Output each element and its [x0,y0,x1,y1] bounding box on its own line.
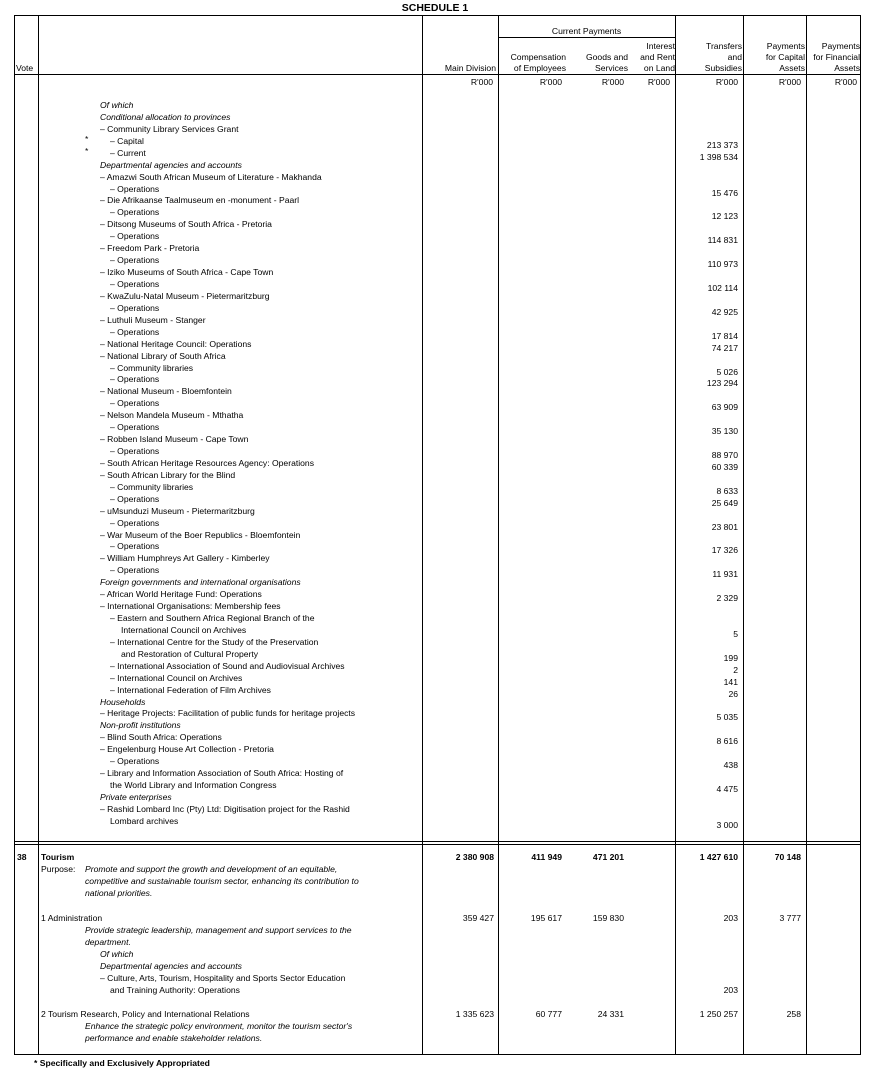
programme-2-main: 1 335 623 [455,1009,494,1019]
row-label: – uMsunduzi Museum - Pietermaritzburg [100,505,255,516]
row-label: – Operations [110,422,160,433]
row-label: – War Museum of the Boer Republics - Bloemfontein [100,529,301,540]
row-label: – National Heritage Council: Operations [100,338,252,349]
row-label: – Freedom Park - Pretoria [100,243,200,254]
row-transfer-amount: 8 633 [716,485,738,496]
row-label: Lombard archives [110,815,179,826]
unit-goods: R'000 [601,77,624,87]
vote-transfers-total: 1 427 610 [699,852,738,862]
row-transfer-amount: 123 294 [706,378,738,389]
row-label: – Heritage Projects: Facilitation of public funds for heritage projects [100,708,356,719]
row-transfer-amount: 141 [723,676,738,687]
header-transfers: Transfers and Subsidies [704,41,742,73]
row-label: – Operations [110,446,160,456]
row-label: – Eastern and Southern Africa Regional Branch of the [110,613,315,623]
purpose-label: Purpose: [41,864,76,874]
programme-1-of-which: Of which [100,949,134,959]
row-transfer-amount: 42 925 [711,306,738,317]
unit-financial: R'000 [834,77,857,87]
footnote: * Specifically and Exclusively Appropriated [34,1058,210,1068]
row-transfer-amount: 8 616 [716,736,738,747]
row-transfer-amount: 26 [728,688,738,699]
programme-2-name: 2 Tourism Research, Policy and International Relations [41,1009,250,1019]
row-transfer-amount: 213 373 [706,139,738,150]
row-label: – Nelson Mandela Museum - Mthatha [100,410,244,421]
row-label: – Operations [110,278,160,289]
vote-separator-line-2 [14,844,861,845]
row-label: – KwaZulu-Natal Museum - Pietermaritzburg [100,290,270,301]
row-transfer-amount: 88 970 [711,450,738,460]
row-label: – Library and Information Association of South Africa: Hosting of [100,768,344,779]
programme-2-goods: 24 331 [597,1009,624,1019]
unit-interest: R'000 [647,77,670,87]
row-transfer-amount: 17 326 [711,545,738,556]
row-label: – Community libraries [110,481,194,492]
row-label: – Ditsong Museums of South Africa - Pretoria [100,219,272,230]
programme-1-cathsseta-amount: 203 [723,985,738,995]
row-label: and Restoration of Cultural Property [121,648,259,659]
col-divider-main [422,15,423,1055]
programme-2-desc-1: Enhance the strategic policy environment, monitor the tourism sector's [85,1021,353,1031]
unit-capital: R'000 [778,77,801,87]
row-label: Households [100,696,146,707]
row-label: – Engelenburg House Art Collection - Pretoria [100,744,274,755]
row-transfer-amount: 110 973 [707,259,738,270]
row-label: Foreign governments and international organisations [100,577,301,588]
row-label: – Operations [110,326,160,337]
row-transfer-amount: 63 909 [711,402,738,413]
row-label: – Operations [110,183,160,194]
row-label: – Operations [110,493,160,504]
row-star-marker: * [85,145,89,156]
programme-1-desc-2: department. [85,937,131,947]
programme-1-cathsseta-ops: and Training Authority: Operations [110,985,240,995]
row-transfer-amount: 199 [723,652,738,663]
vote-main-total: 2 380 908 [455,852,494,862]
row-label: – Community Library Services Grant [100,123,239,134]
row-star-marker: * [85,133,89,144]
header-main-division: Main Division [444,63,496,73]
row-label: – Operations [110,517,160,528]
row-label: – Luthuli Museum - Stanger [100,314,206,325]
row-transfer-amount: 2 329 [716,593,738,604]
programme-2-comp: 60 777 [535,1009,562,1019]
header-interest-rent: Interest and Rent on Land [640,41,675,73]
row-transfer-amount: 5 [733,628,738,639]
row-label: – Current [110,147,146,158]
header-capital-assets: Payments for Capital Assets [765,41,805,73]
row-transfer-amount: 102 114 [707,282,738,293]
row-label: – Rashid Lombard Inc (Pty) Ltd: Digitisation project for the Rashid [100,803,350,814]
row-label: – Community libraries [110,362,194,373]
row-label: – International Centre for the Study of the Preservation [110,636,319,647]
programme-1-capital: 3 777 [779,913,801,923]
row-transfer-amount: 25 649 [711,497,738,508]
row-label: – Robben Island Museum - Cape Town [100,434,249,444]
row-label: – Iziko Museums of South Africa - Cape Town [100,267,274,277]
col-divider-comp [498,15,499,1055]
row-label: – Operations [110,756,160,767]
programme-2-transfers: 1 250 257 [699,1009,738,1019]
row-transfer-amount: 4 475 [716,784,738,794]
row-label: – William Humphreys Art Gallery - Kimberley [100,553,270,564]
row-label: – Capital [110,135,144,146]
row-transfer-amount: 114 831 [707,235,738,246]
row-transfer-amount: 5 026 [716,366,738,377]
row-transfer-amount: 15 476 [711,187,738,198]
programme-1-cathsseta: – Culture, Arts, Tourism, Hospitality and Sports Sector Education [100,973,346,983]
programme-1-name: 1 Administration [41,913,103,923]
programme-1-desc-1: Provide strategic leadership, management and support services to the [85,925,352,935]
col-divider-transfers [743,15,744,1055]
header-goods-services: Goods and Services [585,52,628,73]
vote-separator-line [14,841,861,842]
col-divider-vote [38,15,39,1055]
row-transfer-amount: 35 130 [711,426,738,437]
row-transfer-amount: 74 217 [711,342,738,353]
row-label: the World Library and Information Congress [110,780,277,790]
vote-name: Tourism [41,852,75,862]
row-label: – Blind South Africa: Operations [100,732,222,743]
row-label: – Operations [110,541,160,552]
row-label: – Operations [110,255,160,266]
row-label: – International Federation of Film Archives [110,684,271,695]
row-label: – Operations [110,231,160,242]
vote-comp-total: 411 949 [531,852,562,862]
row-transfer-amount: 2 [733,664,738,675]
row-label: – National Museum - Bloemfontein [100,386,232,397]
row-transfer-amount: 1 398 534 [699,151,738,162]
row-transfer-amount: 438 [723,760,738,771]
purpose-line-3: national priorities. [85,888,153,898]
header-compensation: Compensation of Employees [510,52,566,73]
header-vote: Vote [16,63,34,73]
row-transfer-amount: 5 035 [716,712,738,723]
vote-number: 38 [17,852,27,862]
row-label: – Operations [110,565,160,576]
row-label: – South African Library for the Blind [100,469,236,480]
schedule-title: SCHEDULE 1 [401,2,469,14]
row-transfer-amount: 3 000 [716,819,738,830]
purpose-line-2: competitive and sustainable tourism sector, enhancing its contribution to [85,876,359,886]
row-label: – International Council on Archives [110,672,243,683]
row-label: – Amazwi South African Museum of Literature - Makhanda [100,171,322,182]
unit-transfers: R'000 [715,77,738,87]
row-label: Of which [100,100,134,110]
programme-1-main: 359 427 [462,913,494,923]
row-transfer-amount: 12 123 [711,211,738,222]
row-label: – Operations [110,302,160,313]
vote-capital-total: 70 148 [774,852,801,862]
programme-2-desc-2: performance and enable stakeholder relations. [85,1033,263,1043]
row-label: Departmental agencies and accounts [100,159,242,170]
row-label: International Council on Archives [121,624,247,635]
programme-1-transfers: 203 [723,913,738,923]
row-label: Non-profit institutions [100,720,181,731]
row-label: – Operations [110,207,160,218]
row-label: – International Association of Sound and Audiovisual Archives [110,660,345,671]
row-label: Conditional allocation to provinces [100,111,231,122]
unit-main: R'000 [470,77,493,87]
row-label: – African World Heritage Fund: Operations [100,589,262,600]
header-bottom-line [14,74,861,75]
purpose-line-1: Promote and support the growth and development of an equitable, [85,864,338,874]
unit-comp: R'000 [539,77,562,87]
current-payments-underline [498,37,675,38]
col-divider-capital [806,15,807,1055]
programme-1-agencies-heading: Departmental agencies and accounts [100,961,242,971]
programme-1-goods: 159 830 [592,913,624,923]
programme-2-capital: 258 [786,1009,801,1019]
row-transfer-amount: 11 931 [712,569,738,580]
row-label: – International Organisations: Membership fees [100,601,281,612]
row-label: – Operations [110,374,160,385]
row-label: – Die Afrikaanse Taalmuseum en -monument - Paarl [100,195,300,206]
header-financial-assets: Payments for Financial Assets [813,41,860,73]
programme-1-comp: 195 617 [530,913,562,923]
row-transfer-amount: 60 339 [711,461,738,472]
row-label: – National Library of South Africa [100,350,226,361]
row-transfer-amount: 17 814 [711,330,738,341]
col-divider-interest [675,15,676,1055]
row-label: – South African Heritage Resources Agency: Operations [100,457,315,468]
header-current-payments: Current Payments [551,26,622,36]
row-transfer-amount: 23 801 [711,521,738,532]
vote-goods-total: 471 201 [592,852,624,862]
row-label: – Operations [110,398,160,409]
row-label: Private enterprises [100,791,172,802]
